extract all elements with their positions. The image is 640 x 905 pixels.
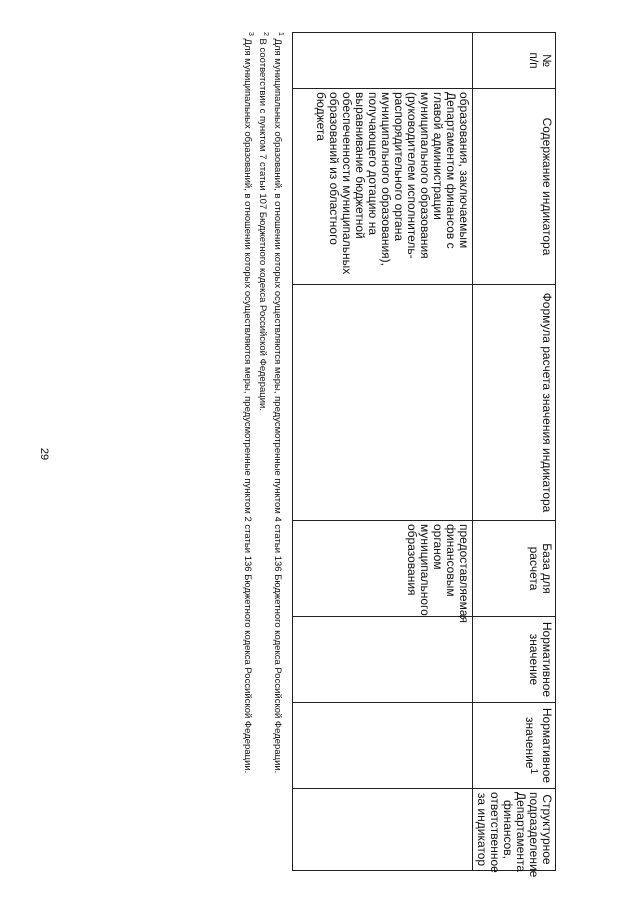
footnotes (241, 32, 286, 870)
header-normative-1: Нормативное значение (473, 617, 556, 703)
indicator-table (292, 32, 556, 878)
header-content: Содержание индикатора (473, 89, 556, 285)
footnote-text: В соответствии с пунктом 7 статьи 107 Бюджетного кодекса Российской Федерации. (256, 38, 268, 411)
header-formula: Формула расчета значения индикатора (473, 285, 556, 521)
header-base: База для расчета (473, 521, 556, 617)
footnote-mark: 3 (246, 32, 254, 36)
footnote-mark: 1 (277, 32, 284, 36)
header-normative-2 (473, 703, 556, 789)
table-header-row (473, 33, 556, 871)
header-number: № п/п (473, 33, 556, 89)
header-normative-2-label: Нормативное значение (523, 707, 554, 784)
row-normative-2 (293, 703, 473, 789)
footnote-text: Для муниципальных образований, в отношении которых осуществляются меры, предусмотренные пунктом 4 статьи 136 Бюджетного кодекса Российской Федерации. (271, 38, 283, 774)
row-content: образования, заключаемым Департаментом финансов с главой администрации муниципального образования (руководителем исполнитель- распорядительного органа муниципального образования), получающего дотацию на выравнивание бюджетной обеспеченности муниципальных образований из областного бюджета (293, 89, 473, 285)
page-number: 29 (38, 447, 51, 461)
footnote-mark: 2 (261, 32, 269, 36)
table-row (293, 33, 473, 871)
footnote (257, 32, 271, 870)
header-normative-2-footnote-mark: 1 (528, 768, 539, 775)
header-department: Структурное подразделение Департамента финансов, ответственное за индикатор (473, 789, 556, 871)
row-department (293, 789, 473, 871)
footnote (242, 32, 256, 870)
row-normative-1 (293, 617, 473, 703)
footnote-text: Для муниципальных образований, в отношении которых осуществляются меры, предусмотренные пунктом 2 статьи 136 Бюджетного кодекса Российской Федерации. (241, 38, 253, 774)
row-formula (293, 285, 473, 521)
footnote (272, 32, 286, 870)
row-base: предоставляемая финансовым органом муниципального образования (293, 521, 473, 617)
row-number (293, 33, 473, 89)
